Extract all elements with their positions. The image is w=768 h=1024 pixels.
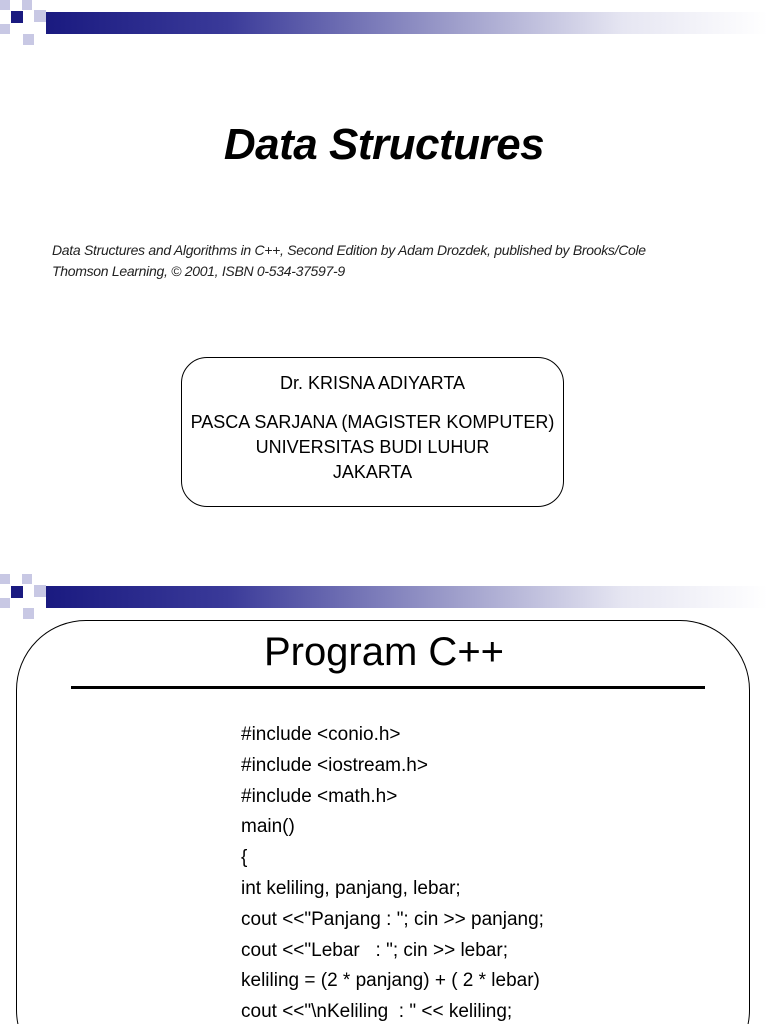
author-name: Dr. KRISNA ADIYARTA xyxy=(279,373,466,393)
corner-square-light xyxy=(0,24,10,34)
code-line: #include <iostream.h> xyxy=(241,754,428,776)
corner-square-light xyxy=(22,574,32,584)
corner-square-light xyxy=(34,10,46,22)
reference-line-2: Thomson Learning, © 2001, ISBN 0-534-37597-9 xyxy=(52,263,345,279)
author-institution xyxy=(182,410,563,485)
corner-square-light xyxy=(0,574,10,584)
code-line: #include <math.h> xyxy=(241,785,398,807)
reference-line-1: Data Structures and Algorithms in C++, Second Edition by Adam Drozdek, published by Brooks/Cole xyxy=(52,242,646,258)
code-line: cout <<"Panjang : "; cin >> panjang; xyxy=(241,908,544,930)
corner-square-dark xyxy=(11,11,23,23)
corner-square-light xyxy=(23,608,34,619)
code-line: keliling = (2 * panjang) + ( 2 * lebar) xyxy=(241,970,540,992)
corner-square-light xyxy=(23,34,34,45)
corner-square-light xyxy=(22,0,32,10)
slide-2 xyxy=(0,572,768,1024)
header-band xyxy=(46,12,768,34)
institution-line-1: PASCA SARJANA (MAGISTER KOMPUTER) xyxy=(190,412,555,432)
corner-square-light xyxy=(0,598,10,608)
header-band xyxy=(46,586,768,608)
title-underline xyxy=(71,686,705,689)
corner-square-dark xyxy=(11,586,23,598)
code-listing xyxy=(241,720,544,1024)
code-line: int keliling, panjang, lebar; xyxy=(241,877,461,899)
code-line: cout <<"\nKeliling : " << keliling; xyxy=(241,1001,513,1023)
code-line: { xyxy=(241,847,248,869)
code-line: main() xyxy=(241,816,295,838)
code-line: cout <<"Lebar : "; cin >> lebar; xyxy=(241,939,508,961)
corner-square-light xyxy=(0,0,10,10)
institution-line-3: JAKARTA xyxy=(332,462,413,482)
author-box xyxy=(181,357,564,507)
corner-square-light xyxy=(34,585,46,597)
slide-title: Program C++ xyxy=(263,630,505,674)
slide-title: Data Structures xyxy=(223,120,545,169)
institution-line-2: UNIVERSITAS BUDI LUHUR xyxy=(255,437,490,457)
book-reference xyxy=(52,240,732,282)
code-line: #include <conio.h> xyxy=(241,724,401,745)
